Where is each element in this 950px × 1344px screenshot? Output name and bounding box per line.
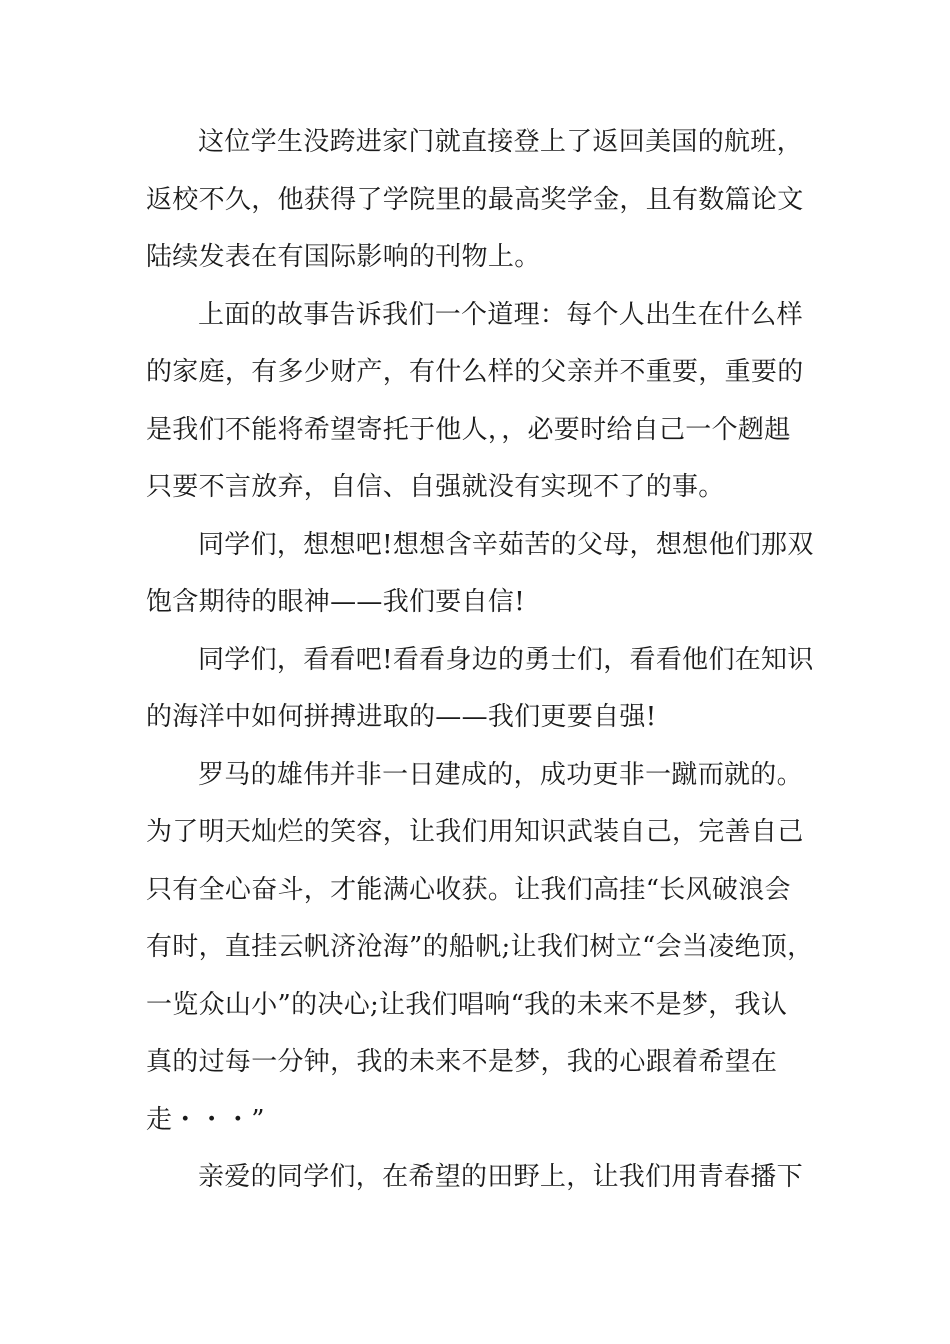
text-line: 同学们，看看吧!看看身边的勇士们，看看他们在知识 [198, 645, 814, 675]
text-line: 陆续发表在有国际影响的刊物上。 [146, 242, 541, 272]
text-line: 只要不言放弃，自信、自强就没有实现不了的事。 [146, 472, 725, 502]
text-line: 亲爱的同学们，在希望的田野上，让我们用青春播下 [198, 1162, 803, 1192]
text-line: 只有全心奋斗，才能满心收获。让我们高挂“长风破浪会 [146, 875, 791, 905]
text-line: 上面的故事告诉我们一个道理：每个人出生在什么样 [198, 300, 803, 330]
text-line: 是我们不能将希望寄托于他人，，必要时给自己一个趔趄 [146, 415, 791, 445]
text-line: 罗马的雄伟并非一日建成的，成功更非一蹴而就的。 [198, 760, 803, 790]
text-line: 有时，直挂云帆济沧海”的船帆;让我们树立“会当凌绝顶， [146, 932, 814, 962]
text-line: 这位学生没跨进家门就直接登上了返回美国的航班， [198, 127, 803, 157]
text-line: 饱含期待的眼神——我们要自信! [146, 587, 525, 617]
text-line: 为了明天灿烂的笑容，让我们用知识武装自己，完善自己 [146, 817, 804, 847]
text-line: 走・・・” [146, 1105, 265, 1135]
text-line: 同学们，想想吧!想想含辛茹苦的父母，想想他们那双 [198, 530, 814, 560]
text-line: 的海洋中如何拼搏进取的——我们更要自强! [146, 702, 657, 732]
text-line: 一览众山小”的决心;让我们唱响“我的未来不是梦，我认 [146, 990, 788, 1020]
text-line: 的家庭，有多少财产，有什么样的父亲并不重要，重要的 [146, 357, 804, 387]
text-line: 真的过每一分钟，我的未来不是梦，我的心跟着希望在 [146, 1047, 778, 1077]
text-line: 返校不久，他获得了学院里的最高奖学金，且有数篇论文 [146, 185, 804, 215]
